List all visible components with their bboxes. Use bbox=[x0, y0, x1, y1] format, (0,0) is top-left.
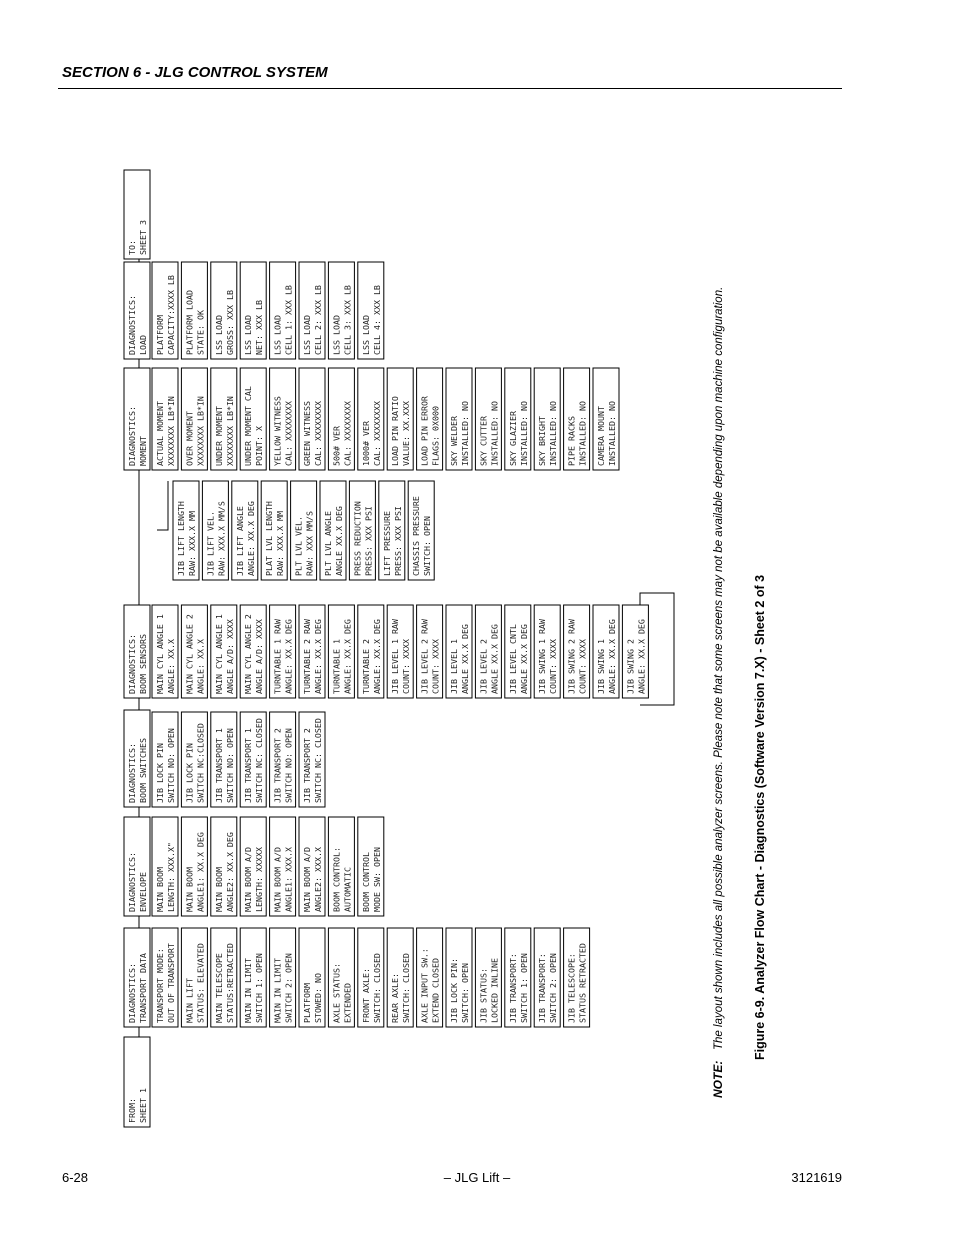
column-4-item-12 bbox=[475, 605, 501, 698]
column-5-item-6-line-2: ANGLE XX.X DEG bbox=[334, 506, 344, 576]
column-2-item-8-line-1: BOOM CONTROL bbox=[360, 852, 371, 912]
column-7-item-4-line-1: LSS LOAD bbox=[243, 315, 254, 355]
column-6-item-14 bbox=[534, 368, 560, 470]
column-2-item-6-line-2: ANGLE2: XXX.X bbox=[313, 847, 323, 912]
column-1-item-10-line-1: AXLE INPUT SW.: bbox=[419, 948, 430, 1023]
footer-title: – JLG Lift – bbox=[443, 1170, 511, 1185]
column-6-item-14-line-1: SKY BRIGHT bbox=[537, 416, 548, 466]
column-1-item-5-line-1: MAIN IN LIMIT bbox=[272, 958, 283, 1023]
column-7-item-7 bbox=[328, 262, 354, 359]
column-5-item-3-line-2: ANGLE: XX.X DEG bbox=[245, 501, 256, 576]
column-6-item-6 bbox=[299, 368, 325, 470]
column-4-item-11 bbox=[446, 605, 472, 698]
column-7-item-5-line-1: LSS LOAD bbox=[272, 315, 283, 355]
column-4-item-2-line-1: MAIN CYL ANGLE 2 bbox=[184, 614, 195, 694]
column-2-item-6-line-1: MAIN BOOM A/D bbox=[302, 847, 312, 912]
column-7-item-2 bbox=[181, 262, 207, 359]
column-4-item-1 bbox=[152, 605, 178, 698]
column-6-item-16 bbox=[593, 368, 619, 470]
column-5-item-8-line-2: PRESS: XXX PSI bbox=[392, 506, 403, 576]
column-6-item-5-line-2: CAL: XXXXXXXX bbox=[283, 401, 294, 466]
column-4-item-17-line-2: ANGLE: XX.X DEG bbox=[636, 619, 647, 694]
column-7-item-6-line-2: CELL 2: XXX LB bbox=[313, 285, 323, 355]
column-4-item-10-line-1: JIB LEVEL 2 RAW bbox=[419, 619, 430, 694]
column-7-item-4-line-2: NET: XXX LB bbox=[254, 300, 265, 355]
column-4-item-16-line-2: ANGLE: XX.X DEG bbox=[607, 619, 617, 694]
column-5-item-6-line-1: PLT LVL ANGLE bbox=[323, 511, 333, 576]
column-3-item-4 bbox=[240, 712, 266, 807]
column-4-item-6-line-1: TURNTABLE 2 RAW bbox=[302, 619, 312, 694]
note-label: NOTE: bbox=[711, 1060, 725, 1098]
column-7-header bbox=[124, 262, 150, 359]
column-2-item-4 bbox=[240, 817, 266, 916]
column-6-item-1-line-1: ACTUAL MOMENT bbox=[155, 401, 165, 466]
column-3-item-5-line-1: JIB TRANSPORT 2 bbox=[272, 728, 283, 803]
column-1-item-8-line-1: FRONT AXLE: bbox=[360, 968, 371, 1023]
column-1-item-2-line-1: MAIN LIFT bbox=[184, 978, 195, 1023]
column-2-item-7-line-2: AUTOMATIC bbox=[342, 867, 353, 912]
column-5-item-3 bbox=[232, 481, 258, 580]
column-2-item-6 bbox=[299, 817, 325, 916]
column-2-item-1-line-1: MAIN BOOM bbox=[155, 867, 165, 912]
column-6-item-9-line-1: LOAD PIN RATIO bbox=[390, 396, 401, 466]
column-6-item-8-line-1: 1000# VER bbox=[360, 421, 371, 466]
column-1-item-13-line-2: SWITCH 1: OPEN bbox=[518, 953, 529, 1023]
column-6-item-13-line-1: SKY GLAZIER bbox=[507, 411, 518, 466]
column-2-item-5-line-1: MAIN BOOM A/D bbox=[272, 847, 283, 912]
column-2-item-8 bbox=[358, 817, 384, 916]
column-3-item-3-line-2: SWITCH NO: OPEN bbox=[224, 728, 235, 803]
column-1-item-5-line-2: SWITCH 2: OPEN bbox=[283, 953, 294, 1023]
column-1-item-1-line-1: TRANSPORT MODE: bbox=[155, 948, 165, 1023]
column-4-item-15-line-1: JIB SWING 2 RAW bbox=[566, 619, 577, 694]
column-5-item-8-line-1: LIFT PRESSURE bbox=[381, 511, 392, 576]
flowchart-boxes bbox=[124, 170, 648, 1127]
column-5-item-7-line-2: PRESS: XXX PSI bbox=[363, 506, 374, 576]
column-3-item-2-line-2: SWITCH NC:CLOSED bbox=[195, 723, 206, 803]
column-2-header-line-2: ENVELOPE bbox=[138, 872, 148, 912]
column-6-item-3-line-1: UNDER MOMENT bbox=[213, 406, 224, 466]
column-6-item-4-line-1: UNDER MOMENT CAL bbox=[243, 386, 254, 466]
column-2-item-3 bbox=[211, 817, 237, 916]
column-3-item-6-line-1: JIB TRANSPORT 2 bbox=[302, 728, 312, 803]
column-4-item-13 bbox=[505, 605, 531, 698]
column-6-item-6-line-1: GREEN WITNESS bbox=[302, 401, 312, 466]
column-6-item-5 bbox=[270, 368, 296, 470]
column-1-item-9 bbox=[387, 928, 413, 1027]
column-6-item-16-line-2: INSTALLED: NO bbox=[607, 401, 617, 466]
column-3-item-6 bbox=[299, 712, 325, 807]
column-4-item-8-line-1: TURNTABLE 2 bbox=[360, 639, 371, 694]
column-1-item-5 bbox=[270, 928, 296, 1027]
note-text: The layout shown includes all possible analyzer screens. Please note that some screens may not be available depending upon machine configuration. bbox=[713, 286, 725, 1050]
column-1-header-line-2: TRANSPORT DATA bbox=[138, 953, 148, 1023]
column-3-item-6-line-2: SWITCH NC: CLOSED bbox=[313, 718, 323, 803]
column-1-item-7-line-2: EXTENDED bbox=[342, 983, 353, 1023]
column-4-item-17 bbox=[622, 605, 648, 698]
column-6-item-10 bbox=[417, 368, 443, 470]
column-4-item-3-line-2: ANGLE A/D: XXXX bbox=[224, 619, 235, 694]
column-1-item-9-line-1: REAR AXLE: bbox=[390, 973, 401, 1023]
column-4-item-7 bbox=[328, 605, 354, 698]
column-1-item-2-line-2: STATUS: ELEVATED bbox=[195, 943, 206, 1023]
column-1-item-3 bbox=[211, 928, 237, 1027]
column-4-item-16-line-1: JIB SWING 1 bbox=[596, 639, 606, 694]
column-1-item-7-line-1: AXLE STATUS: bbox=[331, 963, 342, 1023]
column-6-header-line-2: MOMENT bbox=[138, 436, 148, 466]
column-6-header bbox=[124, 368, 150, 470]
column-4-item-14-line-2: COUNT: XXXX bbox=[548, 639, 559, 694]
column-6-item-10-line-1: LOAD PIN ERROR bbox=[419, 396, 430, 466]
column-6-item-13-line-2: INSTALLED: NO bbox=[518, 401, 529, 466]
column-5-item-9-line-1: CHASSIS PRESSURE bbox=[411, 496, 422, 576]
column-3-header-line-2: BOOM SWITCHES bbox=[138, 738, 148, 803]
column-7-item-2-line-1: PLATFORM LOAD bbox=[184, 290, 195, 355]
column-1-item-11-line-1: JIB LOCK PIN: bbox=[449, 958, 459, 1023]
column-1-item-8-line-2: SWITCH: CLOSED bbox=[371, 953, 382, 1023]
column-2-item-1-line-2: LENGTH: XXX.X" bbox=[166, 842, 176, 912]
column-3-item-3-line-1: JIB TRANSPORT 1 bbox=[213, 728, 224, 803]
column-6-item-15-line-1: PIPE RACKS bbox=[566, 416, 577, 466]
column-3-item-1 bbox=[152, 712, 178, 807]
column-1-item-1 bbox=[152, 928, 178, 1027]
column-4-item-9 bbox=[387, 605, 413, 698]
column-4-item-7-line-2: ANGLE: XX.X DEG bbox=[342, 619, 353, 694]
column-7-item-3-line-1: LSS LOAD bbox=[213, 315, 224, 355]
column-1-item-14-line-2: SWITCH 2: OPEN bbox=[548, 953, 559, 1023]
column-4-item-8 bbox=[358, 605, 384, 698]
column-5-item-8 bbox=[379, 481, 405, 580]
column-3-item-5 bbox=[270, 712, 296, 807]
column-4-item-6-line-2: ANGLE: XX.X DEG bbox=[313, 619, 323, 694]
column-4-item-14 bbox=[534, 605, 560, 698]
column-6-item-15 bbox=[564, 368, 590, 470]
column-1-header bbox=[124, 928, 150, 1027]
column-2-item-5-line-2: ANGLE1: XXX.X bbox=[283, 847, 294, 912]
column-1-item-11 bbox=[446, 928, 472, 1027]
column-2-item-3-line-2: ANGLE2: XX.X DEG bbox=[224, 832, 235, 912]
column-2-item-8-line-2: MODE SW: OPEN bbox=[371, 847, 382, 912]
column-2-header-line-1: DIAGNOSTICS: bbox=[127, 852, 137, 912]
from-sheet-1-box-line-1: FROM: bbox=[127, 1098, 137, 1123]
column-5-item-4-line-1: PLAT LVL LENGTH bbox=[264, 501, 275, 576]
column-1-item-8 bbox=[358, 928, 384, 1027]
column-1-item-6-line-1: PLATFORM bbox=[302, 983, 312, 1023]
column-5-item-9-line-2: SWITCH: OPEN bbox=[422, 516, 433, 576]
column-5-item-5 bbox=[291, 481, 317, 580]
column-6-item-13 bbox=[505, 368, 531, 470]
column-6-item-2-line-2: XXXXXXXX LB*IN bbox=[195, 396, 206, 466]
column-1-item-13 bbox=[505, 928, 531, 1027]
page-number: 6-28 bbox=[62, 1170, 89, 1185]
column-1-item-13-line-1: JIB TRANSPORT: bbox=[507, 953, 518, 1023]
column-6-item-12-line-2: INSTALLED: NO bbox=[489, 401, 500, 466]
column-6-item-6-line-2: CAL: XXXXXXXX bbox=[313, 401, 323, 466]
column-4-item-8-line-2: ANGLE: XX.X DEG bbox=[371, 619, 382, 694]
column-4-item-15-line-2: COUNT: XXXX bbox=[577, 639, 588, 694]
column-6-item-1 bbox=[152, 368, 178, 470]
column-6-item-4 bbox=[240, 368, 266, 470]
column-6-item-11 bbox=[446, 368, 472, 470]
column-3-item-3 bbox=[211, 712, 237, 807]
column-4-item-9-line-1: JIB LEVEL 1 RAW bbox=[390, 619, 401, 694]
column-6-item-10-line-2: FLAGS: 0X000 bbox=[430, 406, 441, 466]
column-6-item-4-line-2: POINT: X bbox=[254, 426, 265, 466]
column-4-item-15 bbox=[564, 605, 590, 698]
column-6-item-11-line-2: INSTALLED: NO bbox=[460, 401, 470, 466]
column-4-item-1-line-1: MAIN CYL ANGLE 1 bbox=[155, 614, 165, 694]
column-1-item-6 bbox=[299, 928, 325, 1027]
column-2-item-5 bbox=[270, 817, 296, 916]
column-1-item-4-line-2: SWITCH 1: OPEN bbox=[254, 953, 265, 1023]
column-3-header-line-1: DIAGNOSTICS: bbox=[127, 743, 137, 803]
column-5-item-9 bbox=[408, 481, 434, 580]
column-4-item-4 bbox=[240, 605, 266, 698]
column-5-item-2-line-1: JIB LIFT VEL. bbox=[205, 511, 216, 576]
column-5-item-5-line-2: RAW: XXX MM/S bbox=[304, 511, 315, 576]
column-5-item-7 bbox=[349, 481, 375, 580]
column-4-header bbox=[124, 605, 150, 698]
column-4-item-1-line-2: ANGLE: XX.X bbox=[166, 639, 176, 694]
column-7-item-7-line-1: LSS LOAD bbox=[331, 315, 342, 355]
column-6-item-8 bbox=[358, 368, 384, 470]
column-1-item-12-line-1: JIB STATUS: bbox=[478, 968, 489, 1023]
column-1-item-15 bbox=[564, 928, 590, 1027]
column-1-item-3-line-1: MAIN TELESCOPE bbox=[213, 953, 224, 1023]
column-7-item-6 bbox=[299, 262, 325, 359]
column-4-item-17-line-1: JIB SWING 2 bbox=[625, 639, 636, 694]
column-2-item-7 bbox=[328, 817, 354, 916]
column-3-item-2 bbox=[181, 712, 207, 807]
connector-sensors-secondary bbox=[157, 481, 168, 530]
column-1-item-12-line-2: LOCKED INLINE bbox=[489, 958, 500, 1023]
column-3-header bbox=[124, 710, 150, 807]
column-7-item-8 bbox=[358, 262, 384, 359]
column-2-item-4-line-1: MAIN BOOM A/D bbox=[243, 847, 254, 912]
to-sheet-3-box bbox=[124, 170, 150, 259]
column-4-item-11-line-2: ANGLE XX.X DEG bbox=[460, 624, 470, 694]
column-7-item-1 bbox=[152, 262, 178, 359]
column-6-item-9-line-2: VALUE: XX.XXX bbox=[401, 401, 412, 466]
column-7-item-1-line-1: PLATFORM bbox=[155, 315, 165, 355]
column-6-item-15-line-2: INSTALLED: NO bbox=[577, 401, 588, 466]
column-7-item-4 bbox=[240, 262, 266, 359]
column-2-item-1 bbox=[152, 817, 178, 916]
column-7-item-8-line-2: CELL 4: XXX LB bbox=[371, 285, 382, 355]
column-2-item-2-line-1: MAIN BOOM bbox=[184, 867, 195, 912]
column-1-header-line-1: DIAGNOSTICS: bbox=[127, 963, 137, 1023]
column-2-item-7-line-1: BOOM CONTROL: bbox=[331, 847, 342, 912]
column-4-item-5 bbox=[270, 605, 296, 698]
column-1-item-10-line-2: EXTEND CLOSED bbox=[430, 958, 441, 1023]
column-7-item-1-line-2: CAPACITY:XXXX LB bbox=[166, 275, 176, 355]
column-4-item-9-line-2: COUNT: XXXX bbox=[401, 639, 412, 694]
column-6-item-1-line-2: XXXXXXXX LB*IN bbox=[166, 396, 176, 466]
column-6-item-5-line-1: YELLOW WITNESS bbox=[272, 396, 283, 466]
column-6-item-11-line-1: SKY WELDER bbox=[449, 416, 459, 466]
column-6-item-8-line-2: CAL: XXXXXXXX bbox=[371, 401, 382, 466]
column-6-item-12-line-1: SKY CUTTER bbox=[478, 416, 489, 466]
column-7-item-8-line-1: LSS LOAD bbox=[360, 315, 371, 355]
column-5-item-4 bbox=[261, 481, 287, 580]
column-5-item-1 bbox=[173, 481, 199, 580]
column-7-header-line-1: DIAGNOSTICS: bbox=[127, 295, 137, 355]
section-header: SECTION 6 - JLG CONTROL SYSTEM bbox=[62, 64, 328, 81]
column-4-item-5-line-1: TURNTABLE 1 RAW bbox=[272, 619, 283, 694]
column-1-item-2 bbox=[181, 928, 207, 1027]
document-number: 3121619 bbox=[791, 1170, 842, 1185]
column-4-item-13-line-1: JIB LEVEL CNTL bbox=[507, 624, 518, 694]
column-4-item-12-line-1: JIB LEVEL 2 bbox=[478, 639, 489, 694]
column-7-item-7-line-2: CELL 3: XXX LB bbox=[342, 285, 353, 355]
from-sheet-1-box bbox=[124, 1037, 150, 1127]
column-4-item-10-line-2: COUNT: XXXX bbox=[430, 639, 441, 694]
column-4-item-14-line-1: JIB SWING 1 RAW bbox=[537, 619, 548, 694]
column-5-item-5-line-1: PLT LVL VEL. bbox=[293, 516, 304, 576]
column-1-item-4 bbox=[240, 928, 266, 1027]
column-1-item-15-line-1: JIB TELESCOPE: bbox=[566, 953, 577, 1023]
column-1-item-11-line-2: SWITCH: OPEN bbox=[460, 963, 470, 1023]
column-2-item-3-line-1: MAIN BOOM bbox=[213, 867, 224, 912]
column-1-item-10 bbox=[417, 928, 443, 1027]
column-7-item-5 bbox=[270, 262, 296, 359]
column-6-item-3 bbox=[211, 368, 237, 470]
column-6-item-3-line-2: XXXXXXXX LB*IN bbox=[224, 396, 235, 466]
column-1-item-12 bbox=[475, 928, 501, 1027]
column-2-item-2 bbox=[181, 817, 207, 916]
column-6-item-9 bbox=[387, 368, 413, 470]
column-7-item-3 bbox=[211, 262, 237, 359]
column-5-item-6 bbox=[320, 481, 346, 580]
column-5-item-2 bbox=[202, 481, 228, 580]
column-6-item-14-line-2: INSTALLED: NO bbox=[548, 401, 559, 466]
column-3-item-1-line-2: SWITCH NO: OPEN bbox=[166, 728, 176, 803]
to-sheet-3-box-line-2: SHEET 3 bbox=[138, 220, 148, 255]
column-2-item-4-line-2: LENGTH: XXXXX bbox=[254, 847, 265, 912]
column-6-item-12 bbox=[475, 368, 501, 470]
column-3-item-2-line-1: JIB LOCK PIN bbox=[184, 743, 195, 803]
column-5-item-2-line-2: RAW: XXX.X MM/S bbox=[216, 501, 227, 576]
column-3-item-4-line-2: SWITCH NC: CLOSED bbox=[254, 718, 265, 803]
column-6-item-7-line-1: 500# VER bbox=[331, 426, 342, 466]
column-4-item-4-line-2: ANGLE A/D: XXXX bbox=[254, 619, 265, 694]
column-3-item-1-line-1: JIB LOCK PIN bbox=[155, 743, 165, 803]
column-6-item-7 bbox=[328, 368, 354, 470]
column-6-item-7-line-2: CAL: XXXXXXXX bbox=[342, 401, 353, 466]
column-1-item-3-line-2: STATUS:RETRACTED bbox=[224, 943, 235, 1023]
column-4-item-13-line-2: ANGLE XX.X DEG bbox=[518, 624, 529, 694]
column-6-item-2 bbox=[181, 368, 207, 470]
column-4-item-12-line-2: ANGLE XX.X DEG bbox=[489, 624, 500, 694]
column-4-header-line-2: BOOM SENSORS bbox=[138, 634, 148, 694]
column-4-item-3 bbox=[211, 605, 237, 698]
column-4-item-2-line-2: ANGLE: XX.X bbox=[195, 639, 206, 694]
column-4-item-2 bbox=[181, 605, 207, 698]
column-7-item-5-line-2: CELL 1: XXX LB bbox=[283, 285, 294, 355]
column-4-item-5-line-2: ANGLE: XX.X DEG bbox=[283, 619, 294, 694]
column-5-item-4-line-2: RAW: XXX.X MM bbox=[275, 511, 286, 576]
column-7-item-2-line-2: STATE: OK bbox=[195, 310, 206, 355]
column-4-item-3-line-1: MAIN CYL ANGLE 1 bbox=[213, 614, 224, 694]
column-4-header-line-1: DIAGNOSTICS: bbox=[127, 634, 137, 694]
column-4-item-16 bbox=[593, 605, 619, 698]
column-2-header bbox=[124, 817, 150, 916]
column-4-item-11-line-1: JIB LEVEL 1 bbox=[449, 639, 459, 694]
column-1-item-4-line-1: MAIN IN LIMIT bbox=[243, 958, 254, 1023]
column-1-item-14-line-1: JIB TRANSPORT: bbox=[537, 953, 548, 1023]
from-sheet-1-box-line-2: SHEET 1 bbox=[138, 1088, 148, 1123]
column-1-item-15-line-2: STATUS RETRACTED bbox=[577, 943, 588, 1023]
column-3-item-5-line-2: SWITCH NO: OPEN bbox=[283, 728, 294, 803]
column-4-item-6 bbox=[299, 605, 325, 698]
figure-caption: Figure 6-9. Analyzer Flow Chart - Diagnostics (Software Version 7.X) - Sheet 2 of 3 bbox=[753, 574, 767, 1060]
column-5-item-3-line-1: JIB LIFT ANGLE bbox=[234, 506, 245, 576]
column-4-item-4-line-1: MAIN CYL ANGLE 2 bbox=[243, 614, 254, 694]
column-4-item-7-line-1: TURNTABLE 1 bbox=[331, 639, 342, 694]
column-7-item-3-line-2: GROSS: XXX LB bbox=[224, 290, 235, 355]
column-6-header-line-1: DIAGNOSTICS: bbox=[127, 406, 137, 466]
column-7-item-6-line-1: LSS LOAD bbox=[302, 315, 312, 355]
column-5-item-1-line-1: JIB LIFT LENGTH bbox=[176, 501, 186, 576]
column-6-item-16-line-1: CAMERA MOUNT bbox=[596, 406, 606, 466]
column-1-item-14 bbox=[534, 928, 560, 1027]
column-1-item-1-line-2: OUT OF TRANSPORT bbox=[166, 943, 176, 1023]
column-2-item-2-line-2: ANGLE1: XX.X DEG bbox=[195, 832, 206, 912]
column-1-item-9-line-2: SWITCH: CLOSED bbox=[401, 953, 412, 1023]
column-4-item-10 bbox=[417, 605, 443, 698]
column-1-item-7 bbox=[328, 928, 354, 1027]
column-7-header-line-2: LOAD bbox=[138, 335, 148, 355]
column-5-item-1-line-2: RAW: XXX.X MM bbox=[187, 511, 197, 576]
column-1-item-6-line-2: STOWED: NO bbox=[313, 973, 323, 1023]
column-5-item-7-line-1: PRESS REDUCTION bbox=[352, 501, 363, 576]
column-3-item-4-line-1: JIB TRANSPORT 1 bbox=[243, 728, 254, 803]
column-6-item-2-line-1: OVER MOMENT bbox=[184, 411, 195, 466]
to-sheet-3-box-line-1: TO: bbox=[127, 240, 137, 255]
